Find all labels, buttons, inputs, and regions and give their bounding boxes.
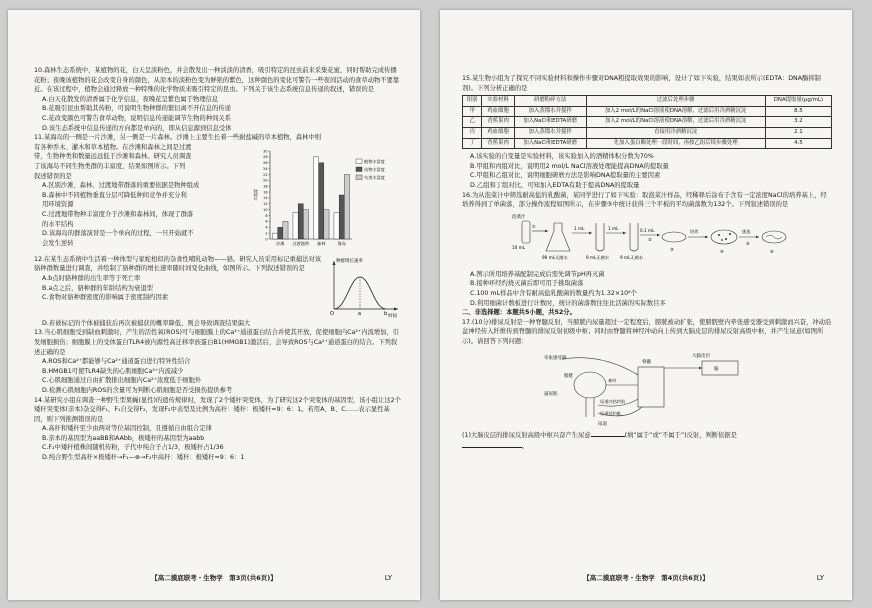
table-row [463,117,832,128]
bar-chart-y-tick-label: 20 [263,178,268,183]
dilution-plating-diagram [502,211,872,269]
bar-chart-y-tick-label: 6 [265,219,268,224]
growth-x-label: 时间 [388,313,397,319]
sample-tube [522,221,530,243]
table-cell: 3.2 [765,117,831,128]
question-17 [462,318,832,452]
legend-swatch [356,167,362,172]
bar-chart-y-tick-label: 2 [265,231,268,236]
bar-3-1 [339,195,344,239]
table-cell: 丙 [463,127,482,138]
step-marker: ⑥ [770,248,774,254]
step-marker: ② [648,236,652,242]
brain-box [702,361,738,375]
question-16-option-a: A.图示所用培养基配制完成后需先调节pH再灭菌 [470,270,605,278]
bar-chart-y-tick-label: 22 [263,172,268,177]
diagram-label: 尿道内括约肌 [600,399,626,405]
table-cell: 加入NaCl和EDTA研磨 [514,117,586,128]
question-12-option-c: C.食物对貉种群密度的影响属于密度制约因素 [42,294,169,302]
question-13-option-d: D.检测心肌细胞内ROS的含量可为判断心肌细胞是否受损伤提供参考 [42,386,233,394]
table-cell: 鸡血细胞 [482,106,515,117]
step-marker: ③ [670,246,674,252]
growth-point-b: b [384,310,388,317]
question-14-option-d: D.纯合野生型高秆×极矮秆→F₁—⊗→F₂中高秆：矮秆：极矮秆=9：6：1 [42,454,245,462]
bar-chart-y-tick-label: 16 [263,190,268,195]
question-11 [34,133,402,255]
diagram-label: 泡菜汁 [512,214,526,220]
table-cell: 丁 [463,138,482,149]
question-11-option-d-cont: 会发生逆转 [42,239,74,247]
table-row [463,106,832,117]
table-cell: 加入2 mol/L的NaCl溶液使DNA溶解，过滤后用冷酒精沉淀 [586,106,765,117]
question-13-stem: 13.当心肌细胞受到缺血刺激时，产生的活性氧(ROS)可与细胞膜上的Ca²⁺通道蛋白结合并使其开放，促使细胞内Ca²⁺内流增加，引发细胞损伤；细胞膜上的受体蛋白TLR4被内源性高迁移率族蛋白B1(HMGB1)激活后，会导致ROS与Ca²⁺通道蛋白的结合。下列叙述正确的是 [34,329,400,356]
question-10-option-d: D.该生态系统中信息传递的方向都是单向的，即从信息源到信息受体 [42,124,232,132]
question-11-stem-line: 有各种乔木、灌木和草本植物。在沙滩和森林之间是过渡 [34,143,192,151]
table-header-cell: DNA提取量(μg/mL) [765,96,831,107]
legend-label: 植物丰富度 [364,158,385,164]
page-4-footer-code: LY [816,574,824,582]
step-marker: ① [532,223,536,229]
question-14 [34,396,402,463]
diagram-label: 挑选 [742,228,751,234]
bar-1-2 [303,209,308,238]
q17-sub1-text-b: (填“属于”或“不属于”)反射，判断依据是 [624,432,737,440]
table-cell: 4.5 [765,138,831,149]
question-16-stem: 16.为从泡菜汁中筛选耐高盐的乳酸菌，某同学进行了如下实验：取泡菜汁样品，经稀释后涂布于含有一定浓度NaCl的培养基上，经培养得到了单菌落，部分操作流程如图所示，在步骤⑤中统计获得三个平板的平均菌落数为132个。下列叙述错误的是 [462,191,827,209]
question-12-option-a: A.b点时貉种群的出生率等于死亡率 [42,274,141,282]
question-10-option-b: B.花吸引昆虫帮助其传粉，可说明生物种群的繁衍离不开信息的传递 [42,105,231,113]
diagram-label: 培养 [690,228,699,234]
question-11-option-c: C.过渡地带物种丰富度介于沙滩和森林间，体现了群落 [42,210,194,218]
question-16-option-c: C.100 mL样品中含有耐高盐乳酸菌的数量约为1.32×10⁸个 [470,289,637,297]
diagram-label: 9 mL无菌水 [620,254,643,260]
table-header-cell: 组别 [463,96,482,107]
bar-chart-y-tick-label: 24 [263,166,268,171]
step-marker: ④ [720,248,724,254]
bar-3-0 [334,212,339,238]
diagram-label: 脊髓 [642,360,651,366]
question-14-option-b: B.亲本的基因型为aaBB和AAbb，极矮秆的基因型为aabb [42,434,205,442]
question-13-option-b: B.HMGB1可使TLR4缺失的心肌细胞Ca²⁺内流减少 [42,367,184,375]
bar-chart-y-tick-label: 12 [263,201,268,206]
bar-chart-y-tick-label: 0 [265,237,268,242]
growth-x-arrow [394,307,398,310]
bar-0-0 [272,233,277,239]
table-cell: 直接用冷酒精沉淀 [586,127,765,138]
table-cell: 香蕉果肉 [482,138,515,149]
question-14-option-a: A.高秆和矮秆至少由两对等位基因控制，且遵循自由组合定律 [42,425,212,433]
page-4-footer: 【高二摸底联考・生物学 第4页(共6页)】 [583,574,709,582]
step-marker: ⑤ [746,240,750,246]
bar-1-1 [298,204,303,239]
question-15-option-d: D.乙组和丁组对比，可知加入EDTA有助于提高DNA的提取量 [470,181,640,189]
question-11-option-d: D.该海岛的群落演替是一个单向的过程，一旦开始就不 [42,230,194,238]
question-15-stem: 15.某生物小组为了探究不同实验材料和操作步骤对DNA粗提取效果的影响，设计了如下实验，结果如表所示(EDTA：DNA酶抑制剂)。下列分析正确的是 [462,75,821,92]
bar-chart-y-tick-label: 14 [263,195,268,200]
question-11-stem-line: 带，生物种类和数量远远低于沙滩和森林。研究人员调查 [34,153,192,161]
dilution-flask [546,223,570,251]
bar-0-2 [283,221,288,239]
question-12 [34,255,402,329]
question-17-subquestion-1-cont [462,441,832,452]
question-15 [462,74,832,191]
bar-chart-y-tick-label: 18 [263,184,268,189]
question-11-option-c-cont: 的水平结构 [42,220,74,228]
diagram-label: 尿道 [598,422,607,428]
diagram-label: 90 mL无菌水 [542,254,568,260]
agar-plate [662,232,686,242]
table-cell: 2.1 [765,127,831,138]
question-16 [462,191,832,309]
bar-0-1 [278,227,283,239]
diagram-label: 10 mL [512,244,526,250]
bar-chart-y-tick-label: 10 [263,207,268,212]
question-13-option-c: C.心肌细胞通过自由扩散排出细胞内Ca²⁺浓度低于细胞外 [42,377,202,385]
spinal-cord-box [638,367,664,407]
legend-label: 鸟类丰富度 [364,174,385,180]
page-3-footer-code: LY [384,574,392,582]
diagram-label: 逼尿肌 [544,392,558,398]
question-11-option-a: A.区别沙滩、森林、过渡地带群落的重要依据是物种组成 [42,182,200,190]
table-row [463,138,832,149]
table-header-cell: 实验材料 [482,96,515,107]
diagram-label: 脑 [714,367,719,373]
growth-origin: O [330,310,334,317]
urethra-shape [586,398,594,417]
bar-chart-category-label: 森林 [317,240,326,246]
table-cell: 加入NaCl和EDTA研磨 [514,138,586,149]
table-cell: 香蕉果肉 [482,117,515,128]
bar-1-0 [293,212,298,238]
richness-bar-chart [254,143,402,255]
table-header-cell: 过滤后处理步骤 [586,96,765,107]
table-row [463,127,832,138]
question-16-option-d: D.利用细菌计数板进行计数时，统计的菌落数往往比活菌的实际数目多 [470,299,666,307]
question-13 [34,328,402,395]
table-cell: 鸡血细胞 [482,127,515,138]
question-12-option-d: D.若被标记的个体被捕获后再次被捕获的概率降低，则会导致调查结果偏大 [42,319,251,327]
question-13-option-a: A.ROS和Ca²⁺都能够与Ca²⁺通道蛋白进行特异性结合 [42,358,191,366]
table-cell: 加入蒸馏水并搅拌 [514,106,586,117]
table-cell: 8.5 [765,106,831,117]
question-10 [34,66,402,133]
question-11-stem-line: 叙述错误的是 [34,172,72,180]
question-11-stem-line: 了该海岛不同生物类群的丰富度，结果如图所示。下列 [34,162,186,170]
section-2-title: 二、非选择题：本题共5小题，共52分。 [462,309,576,317]
diagram-label: 神经 [608,378,617,384]
question-11-stem-line: 11.某海岛的一侧是一片沙滩，另一侧是一片森林。沙滩上主要生长着一些耐盐碱的草本植物，森林中则 [34,134,322,142]
exam-page-3 [8,10,420,600]
legend-swatch [356,159,362,164]
question-15-option-b: B.甲组和丙组对比，说明用2 mol/L NaCl溶液处理能提高DNA的提取量 [470,162,669,170]
diagram-label: 膀胱 [564,374,573,380]
page-4-content [462,74,832,452]
page-3-content [34,66,402,463]
q17-sub1-end: 。 [522,443,529,451]
question-11-option-b: B.森林中不同植物垂直分层可降低种间竞争并充分利 [42,191,187,199]
question-12-stem: 12.在某生态系统中生活着一种体型与家蛇相似的杂食性哺乳动物——貉。研究人员采用标记重捕法对该貉种群数量进行调查，并绘制了貉种群的增长速率随时间变化曲线，如图所示。下列叙述错误的是 [34,255,322,273]
question-17-stem: 17.(10分)排尿反射是一种脊髓反射，当膀胱内尿量超过一定程度后，膀胱被动扩张，使膀胱壁内牵张感受器受到刺激而兴奋，冲动沿盆神经传入纤维传到脊髓的排尿反射初级中枢；同时由脊髓将神经冲动向上传到大脑皮层的排尿反射高级中枢，并产生尿意(如图所示)。请回答下列问题： [462,318,832,345]
diagram-label: 9 mL无菌水 [586,254,609,260]
diagram-label: 牵张感受器 [544,356,567,362]
growth-point-a: a [358,310,362,317]
question-10-option-a: A.白天花散发的清香属于化学信息，夜晚花呈紫色属于物理信息 [42,95,219,103]
table-cell: 甲 [463,106,482,117]
question-15-option-a: A.该实验的自变量是实验材料，该实验加入的酒精体积分数为70% [470,153,654,161]
bar-2-0 [313,157,318,239]
bladder-shape [574,372,606,398]
question-10-stem: 10.森林生态系统中，某植物的花，白天呈淡粉色，并会散发出一种淡淡的清香，吸引特定的昆虫前来采集花蜜，同时帮助完成传播花粉；夜晚该植物的花会改变自身的颜色，从原本的淡粉色变为鲜艳的紫色，这种颜色的变化可警告一些夜间活动的食草动物不要靠近。在该过程中，植物会通过释放一种特殊的化学物质来吸引特定的昆虫。下列关于该生态系统信息传递的叙述，错误的是 [34,67,400,94]
question-10-option-c: C.花改变颜色可警告食草动物，说明信息传递能调节生物的种间关系 [42,114,232,122]
question-12-option-b: B.a点之后，貉种群的年龄结构为衰退型 [42,284,153,292]
table-cell: 加入2 mol/L的NaCl溶液使DNA溶解，过滤后用冷酒精沉淀 [586,117,765,128]
legend-label: 动物丰富度 [364,166,385,172]
bar-chart-y-tick-label: 4 [265,225,268,230]
legend-swatch [356,175,362,180]
bar-chart-category-label: 海岛 [337,240,346,246]
question-11-option-b-cont: 用环境资源 [42,201,74,209]
exam-page-4 [440,10,852,600]
bar-chart-category-label: 过渡地带 [292,240,310,246]
diagram-label: 0.1 mL [640,227,655,233]
bar-chart-y-tick-label: 26 [263,160,268,165]
question-17-subquestion-1 [462,430,832,441]
growth-rate-curve [322,255,402,319]
dilution-tube-1 [596,223,604,251]
dilution-tube-2 [630,223,638,251]
bar-chart-category-label: 沙滩 [276,240,285,246]
q17-sub1-text-a: (1)大脑皮层的排尿反射高级中枢兴奋产生尿意 [462,432,591,440]
micturition-reflex-diagram [542,347,752,429]
dna-extraction-table [462,95,832,149]
table-cell: 乙 [463,117,482,128]
bar-chart-y-tick-label: 8 [265,213,268,218]
bar-3-2 [344,174,349,239]
bar-2-1 [319,162,324,238]
page-3-footer: 【高二摸底联考・生物学 第3页(共6页)】 [151,574,277,582]
table-header-cell: 研磨粉碎方法 [514,96,586,107]
question-15-option-c: C.甲组和乙组对比，说明细胞研磨方法是影响DNA提取量的主要因素 [470,172,661,180]
bar-2-2 [324,209,329,238]
question-14-option-c: C.F₂中矮秆植株间随机传粉，子代中纯合子占1/3，极矮秆占1/36 [42,444,224,452]
table-header-row [463,96,832,107]
question-16-option-b: B.接种环经灼烧灭菌后即可用于挑取菌落 [470,280,584,288]
diagram-label: 大脑皮层 [692,354,710,360]
table-cell: 加入蒸馏水并搅拌 [514,127,586,138]
question-14-stem: 14.某研究小组在调查一种野生型果蝇(显性)的遗传规律时，发现了2个矮秆突变体，为了研究这2个突变体的基因型，该小组让这2个矮秆突变体(亲本)杂交得F₁，F₁自交得F₂，发现F₂中表型及比例为高秆：矮秆：极矮秆=9：6：1。若用A、B、C……表示显性基因，则下列推测错误的是 [34,396,401,423]
growth-y-label: 种群增长速率 [336,258,363,264]
bar-chart-y-label: 丰富度 [253,188,258,201]
colony-plate [711,230,737,244]
bar-chart-y-tick-label: 30 [263,149,268,154]
answer-blank-2[interactable] [462,441,522,448]
diagram-label: 尿道括约肌 [600,411,621,417]
diagram-label: 1 mL [608,225,619,231]
answer-blank-1[interactable] [591,430,625,437]
diagram-label: 1 mL [574,225,585,231]
table-cell: 先加入蛋白酶处理一段时间，再按乙组后续步骤处理 [586,138,765,149]
bar-chart-y-tick-label: 28 [263,154,268,159]
